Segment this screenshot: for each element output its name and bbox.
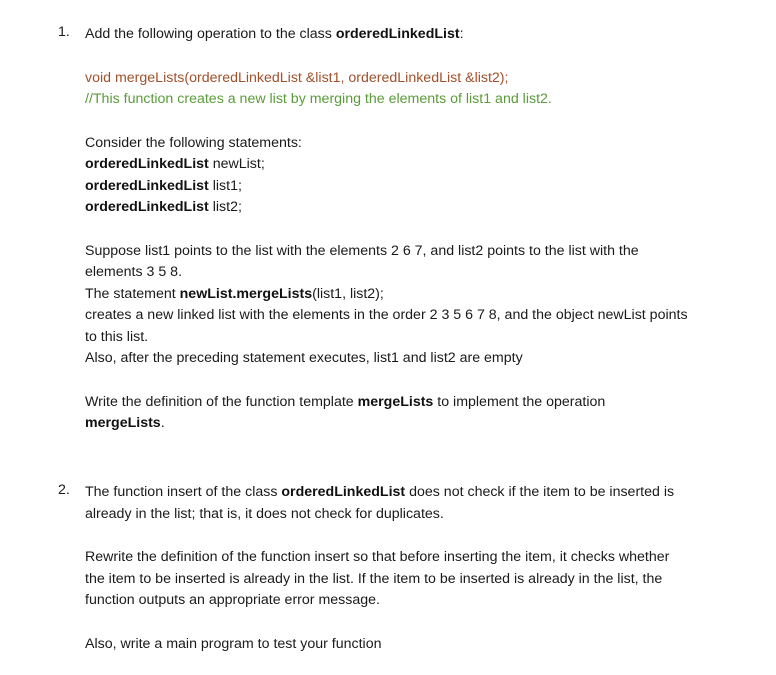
q1-stmt-var: list2;	[208, 199, 242, 215]
q1-write-fn-2: mergeLists	[85, 415, 161, 431]
q1-write-prefix: Write the definition of the function template	[85, 393, 358, 410]
q1-stmt-var: newList;	[208, 156, 265, 172]
q1-class-name: orderedLinkedList	[335, 26, 460, 42]
q1-stmt-type: orderedLinkedList	[85, 199, 209, 215]
q1-intro-text: Add the following operation to the class	[85, 26, 336, 42]
question-1-body	[85, 24, 745, 435]
q1-suppose-line-1: Suppose list1 points to the list with the elements 2 6 7, and list2 points to the list with the	[85, 242, 639, 259]
q1-stmt-type: orderedLinkedList	[85, 156, 209, 172]
q1-write-line-2	[85, 413, 745, 435]
q2-p1-prefix: The function insert of the class	[85, 484, 282, 500]
q1-also-line: Also, after the preceding statement executes, list1 and list2 are empty	[85, 350, 523, 366]
q1-code-line: void mergeLists(orderedLinkedList &list1, orderedLinkedList &list2);	[85, 69, 509, 86]
q1-intro	[85, 24, 745, 46]
q1-statement-args: (list1, list2);	[312, 285, 384, 302]
q2-p1-line-1	[85, 482, 745, 504]
q2-p2-line-3: function outputs an appropriate error message.	[85, 592, 380, 608]
question-2-number: 2.	[58, 482, 70, 498]
q2-p2-line-2: the item to be inserted is already in the list. If the item to be inserted is already in the list, the	[85, 570, 663, 587]
q1-statement-call: newList.mergeLists	[179, 285, 313, 302]
q1-stmt-list2	[85, 197, 745, 219]
q1-intro-suffix: :	[459, 26, 464, 42]
q2-p1-line-2: already in the list; that is, it does not check for duplicates.	[85, 505, 444, 522]
question-1-number: 1.	[58, 24, 70, 40]
q2-p2-line-1: Rewrite the definition of the function insert so that before inserting the item, it checks whether	[85, 549, 670, 565]
q1-write-end: .	[160, 415, 165, 431]
q1-write-suffix: to implement the operation	[433, 393, 606, 410]
q1-creates-line-2: to this list.	[85, 328, 149, 345]
q1-statement	[85, 284, 745, 306]
question-2-body	[85, 482, 745, 655]
q1-stmt-list1	[85, 176, 745, 198]
q1-statement-prefix: The statement	[85, 285, 180, 302]
q1-stmt-type: orderedLinkedList	[85, 177, 209, 194]
q1-consider: Consider the following statements:	[85, 134, 302, 151]
q1-stmt-var: list1;	[208, 177, 242, 194]
q1-write-line-1	[85, 392, 745, 414]
q2-p3: Also, write a main program to test your function	[85, 635, 382, 652]
q2-p1-suffix: does not check if the item to be inserted is	[405, 484, 675, 500]
q1-write-fn: mergeLists	[357, 393, 434, 410]
q2-p1-class: orderedLinkedList	[281, 484, 406, 500]
q1-comment-line: //This function creates a new list by merging the elements of list1 and list2.	[85, 91, 552, 107]
q1-creates-line-1: creates a new linked list with the elements in the order 2 3 5 6 7 8, and the object newList points	[85, 307, 688, 323]
q1-suppose-line-2: elements 3 5 8.	[85, 264, 183, 280]
q1-stmt-newlist	[85, 154, 745, 176]
